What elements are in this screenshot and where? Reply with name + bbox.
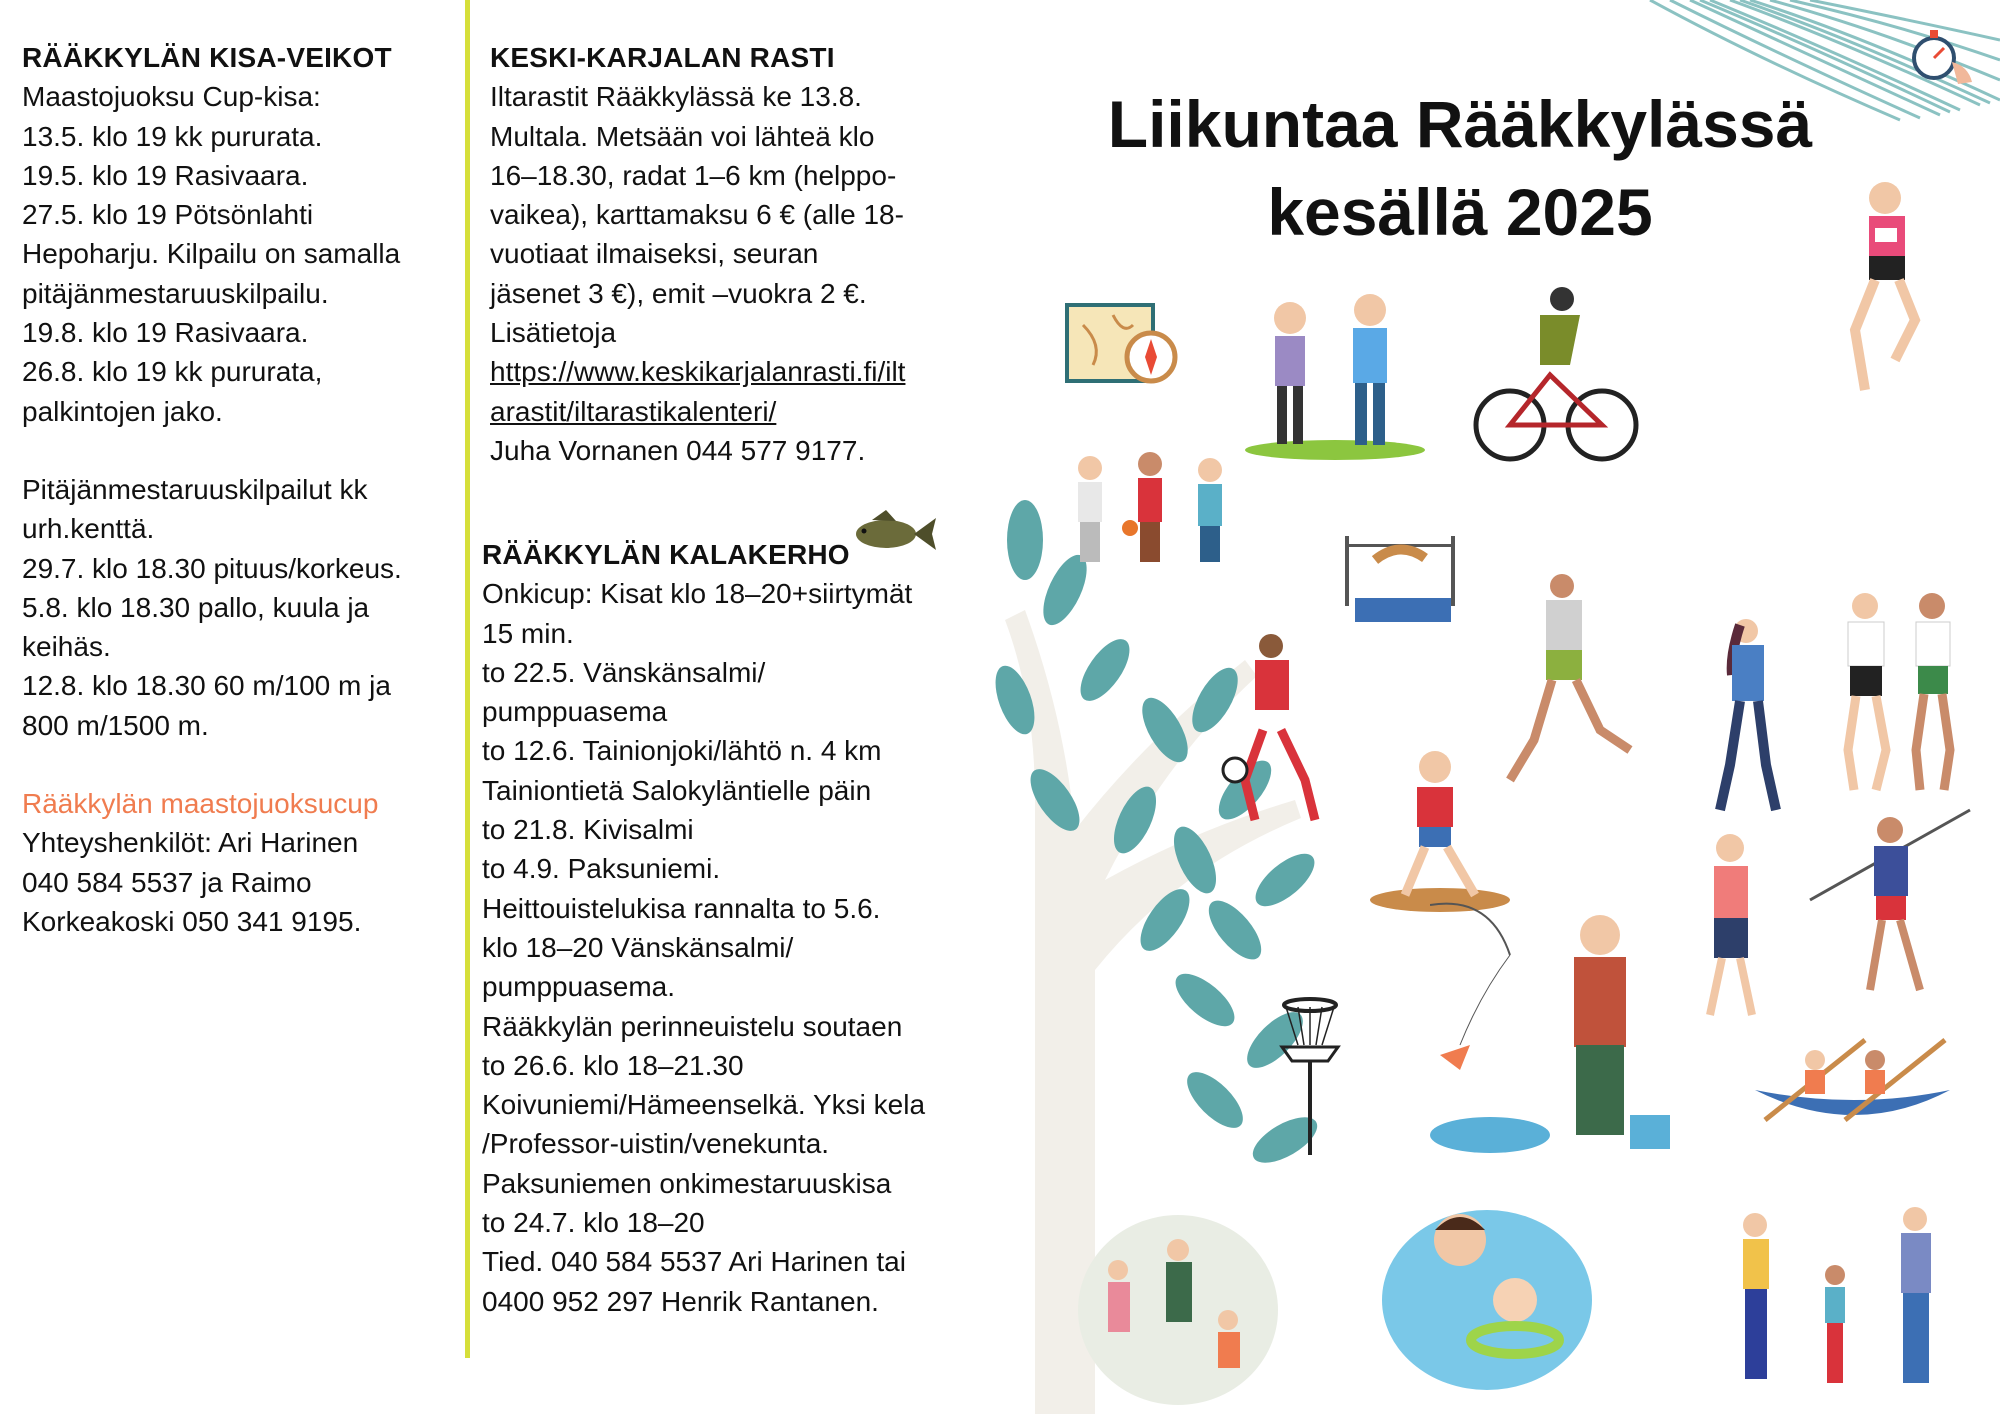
text-line: to 4.9. Paksuniemi.	[482, 853, 721, 885]
text-line: Onkicup: Kisat klo 18–20+siirtymät	[482, 578, 913, 610]
text-line: 800 m/1500 m.	[22, 709, 209, 741]
kisa-veikot-heading: RÄÄKKYLÄN KISA-VEIKOT	[22, 42, 392, 73]
text-line: keihäs.	[22, 631, 111, 663]
text-line: vaikea), karttamaksu 6 € (alle 18-	[490, 199, 904, 231]
rasti-contact: Juha Vornanen 044 577 9177.	[490, 434, 866, 466]
text-line: to 26.6. klo 18–21.30	[482, 1049, 744, 1081]
text-line: to 24.7. klo 18–20	[482, 1207, 705, 1239]
fisherman-illustration	[1430, 895, 1690, 1165]
text-line: Hepoharju. Kilpailu on samalla	[22, 238, 401, 270]
maastojuoksucup-title: Rääkkylän maastojuoksucup	[22, 788, 379, 820]
walking-woman-illustration	[1700, 615, 1790, 815]
title-line: Liikuntaa Rääkkylässä	[1107, 87, 1813, 161]
rasti-heading: KESKI-KARJALAN RASTI	[490, 42, 835, 73]
text-line: Korkeakoski 050 341 9195.	[22, 905, 362, 937]
text-line: 040 584 5537 ja Raimo	[22, 866, 312, 898]
rasti-link[interactable]: arastit/iltarastikalenteri/	[490, 395, 777, 427]
text-line: 16–18.30, radat 1–6 km (helppo-	[490, 159, 897, 191]
cyclist-illustration	[1470, 285, 1640, 465]
text-line: 27.5. klo 19 Pötsönlahti	[22, 199, 314, 231]
text-line: 5.8. klo 18.30 pallo, kuula ja	[22, 591, 370, 623]
page-title	[1010, 80, 1910, 256]
text-line: Heittouistelukisa rannalta to 5.6.	[482, 892, 881, 924]
runner-illustration	[1825, 170, 1945, 400]
family-walking-illustration	[1715, 1195, 1955, 1390]
text-line: to 12.6. Tainionjoki/lähtö n. 4 km	[482, 735, 882, 767]
text-line: 0400 952 297 Henrik Rantanen.	[482, 1285, 879, 1317]
text-line: 13.5. klo 19 kk pururata.	[22, 120, 323, 152]
seniors-stretching-illustration	[1245, 290, 1425, 460]
text-line: jäsenet 3 €), emit –vuokra 2 €.	[490, 277, 867, 309]
text-line: urh.kenttä.	[22, 513, 155, 545]
text-line: pitäjänmestaruuskilpailu.	[22, 277, 329, 309]
text-line: Yhteyshenkilöt: Ari Harinen	[22, 827, 359, 859]
javelin-thrower-illustration	[1800, 800, 1980, 1000]
swimming-lesson-illustration	[1380, 1190, 1595, 1390]
kalakerho-heading: RÄÄKKYLÄN KALAKERHO	[482, 539, 850, 570]
text-line: 12.8. klo 18.30 60 m/100 m ja	[22, 670, 391, 702]
text-line: Maastojuoksu Cup-kisa:	[22, 81, 321, 113]
family-forest-walk-illustration	[1078, 1210, 1278, 1405]
text-line: Rääkkylän perinneuistelu soutaen	[482, 1010, 903, 1042]
kisa-veikot-section	[22, 38, 462, 941]
kayak-illustration	[1745, 1020, 1960, 1140]
text-line: Tainiontietä Salokyläntielle päin	[482, 774, 872, 806]
kalakerho-section	[482, 535, 992, 1321]
text-line: Pitäjänmestaruuskilpailut kk	[22, 473, 368, 505]
text-line: 19.8. klo 19 Rasivaara.	[22, 317, 309, 349]
text-line: vuotiaat ilmaiseksi, seuran	[490, 238, 819, 270]
text-line: 19.5. klo 19 Rasivaara.	[22, 159, 309, 191]
text-line: pumppuasema.	[482, 971, 676, 1003]
text-line: Iltarastit Rääkkylässä ke 13.8.	[490, 81, 862, 113]
text-line: 15 min.	[482, 617, 574, 649]
text-line: palkintojen jako.	[22, 395, 223, 427]
text-line: pumppuasema	[482, 696, 668, 728]
disc-golf-basket-icon	[1270, 995, 1350, 1155]
text-line: Koivuniemi/Hämeenselkä. Yksi kela	[482, 1089, 926, 1121]
text-line: Paksuniemen onkimestaruuskisa	[482, 1167, 892, 1199]
title-line: kesällä 2025	[1267, 175, 1653, 249]
running-couple-illustration	[1820, 590, 1980, 800]
kids-sports-illustration	[1060, 452, 1235, 602]
text-line: to 22.5. Vänskänsalmi/	[482, 656, 766, 688]
shot-put-illustration	[1365, 745, 1515, 915]
rasti-link[interactable]: https://www.keskikarjalanrasti.fi/ilt	[490, 356, 906, 388]
text-line: /Professor-uistin/venekunta.	[482, 1128, 830, 1160]
high-jump-illustration	[1335, 530, 1465, 630]
column-divider	[465, 0, 470, 1358]
text-line: to 21.8. Kivisalmi	[482, 814, 694, 846]
rasti-section	[490, 38, 990, 470]
text-line: Multala. Metsään voi lähteä klo	[490, 120, 875, 152]
map-compass-icon	[1063, 295, 1183, 395]
soccer-player-illustration	[1215, 630, 1335, 830]
senior-walker-illustration	[1680, 830, 1780, 1020]
text-line: Lisätietoja	[490, 317, 617, 349]
jogger-illustration	[1500, 570, 1640, 790]
text-line: klo 18–20 Vänskänsalmi/	[482, 931, 794, 963]
text-line: Tied. 040 584 5537 Ari Harinen tai	[482, 1246, 906, 1278]
text-line: 26.8. klo 19 kk pururata,	[22, 356, 323, 388]
stopwatch-icon	[1902, 22, 1972, 92]
text-line: 29.7. klo 18.30 pituus/korkeus.	[22, 552, 402, 584]
